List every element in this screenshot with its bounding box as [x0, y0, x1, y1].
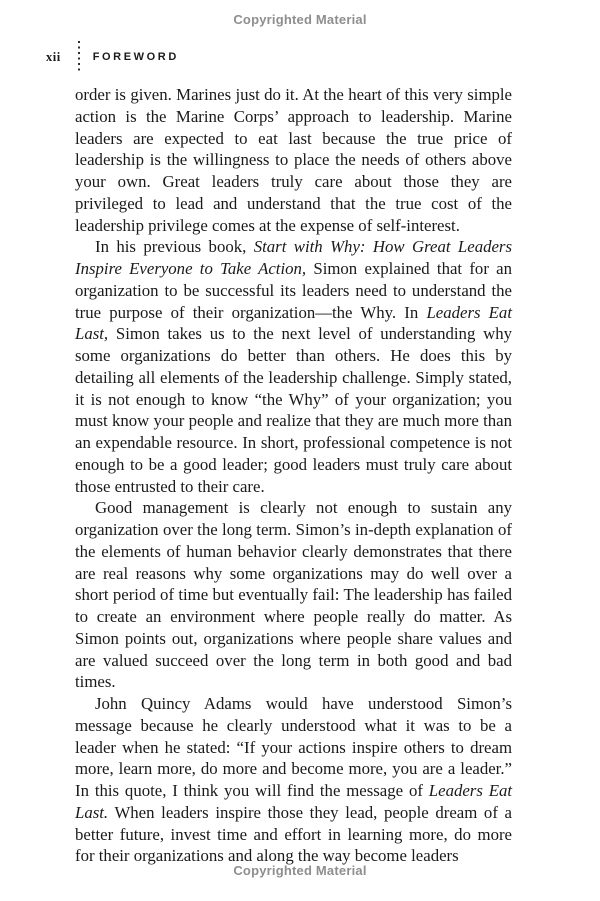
text-run: John Quincy Adams would have understood Simon’s message because he clearly understood what it was to be a leader when he stated: “If your actions inspire others to dream more, learn more, do more and become more, you are a leader.” In this quote, I think you will find the message of — [75, 694, 512, 800]
book-title-italic: Leaders Eat Last, — [75, 302, 512, 344]
text-run: In his previous book, — [95, 237, 254, 257]
body-text — [75, 84, 512, 867]
paragraph-1 — [75, 84, 512, 236]
page-header — [46, 40, 179, 74]
text-run: Simon explained that for an organization to be successful its leaders need to understand the true purpose of their organization—the Why. In — [75, 259, 512, 322]
book-title-italic: Start with Why: How Great Leaders Inspire Everyone to Take Action, — [75, 237, 512, 278]
text-run: Simon takes us to the next level of understanding why some organizations do better than others. He does this by detailing all elements of the leadership challenge. Simply stated, it is not enough to know “the Why” of your organization; you must know your people and realize that they are much more than an expendable resource. In short, professional competence is not enough to be a good leader; good leaders must truly care about those entrusted to their care. — [75, 324, 512, 496]
running-head: FOREWORD — [92, 51, 179, 63]
paragraph-3 — [75, 497, 512, 693]
copyright-notice-top: Copyrighted Material — [233, 12, 367, 27]
dotted-divider — [78, 41, 80, 74]
text-run: order is given. Marines just do it. At the heart of this very simple action is the Marine Corps’ approach to leadership. Marine leaders are expected to eat last because the true price of leadership is the willingness to place the needs of others above your own. Great leaders truly care about those they are privileged to lead and understand that the true cost of the leadership privilege comes at the expense of self-interest. — [75, 85, 512, 235]
copyright-notice-bottom: Copyrighted Material — [233, 863, 367, 878]
paragraph-2 — [75, 236, 512, 497]
text-run: When leaders inspire those they lead, people dream of a better future, invest time and effort in learning more, do more for their organizations and along the way become leaders — [75, 802, 512, 866]
book-title-italic: Leaders Eat Last. — [75, 781, 513, 822]
page-number: xii — [46, 49, 61, 64]
text-run: Good management is clearly not enough to sustain any organization over the long term. Simon’s in-depth explanation of the elements of human behavior clearly demonstrates that there are real reasons why some organizations may do well over a short period of time but eventually fail: The leadership has failed to create an environment where people really do matter. As Simon points out, organizations where people share values and are valued succeed over the long term in both good and bad times. — [75, 498, 512, 692]
paragraph-4 — [75, 693, 512, 867]
